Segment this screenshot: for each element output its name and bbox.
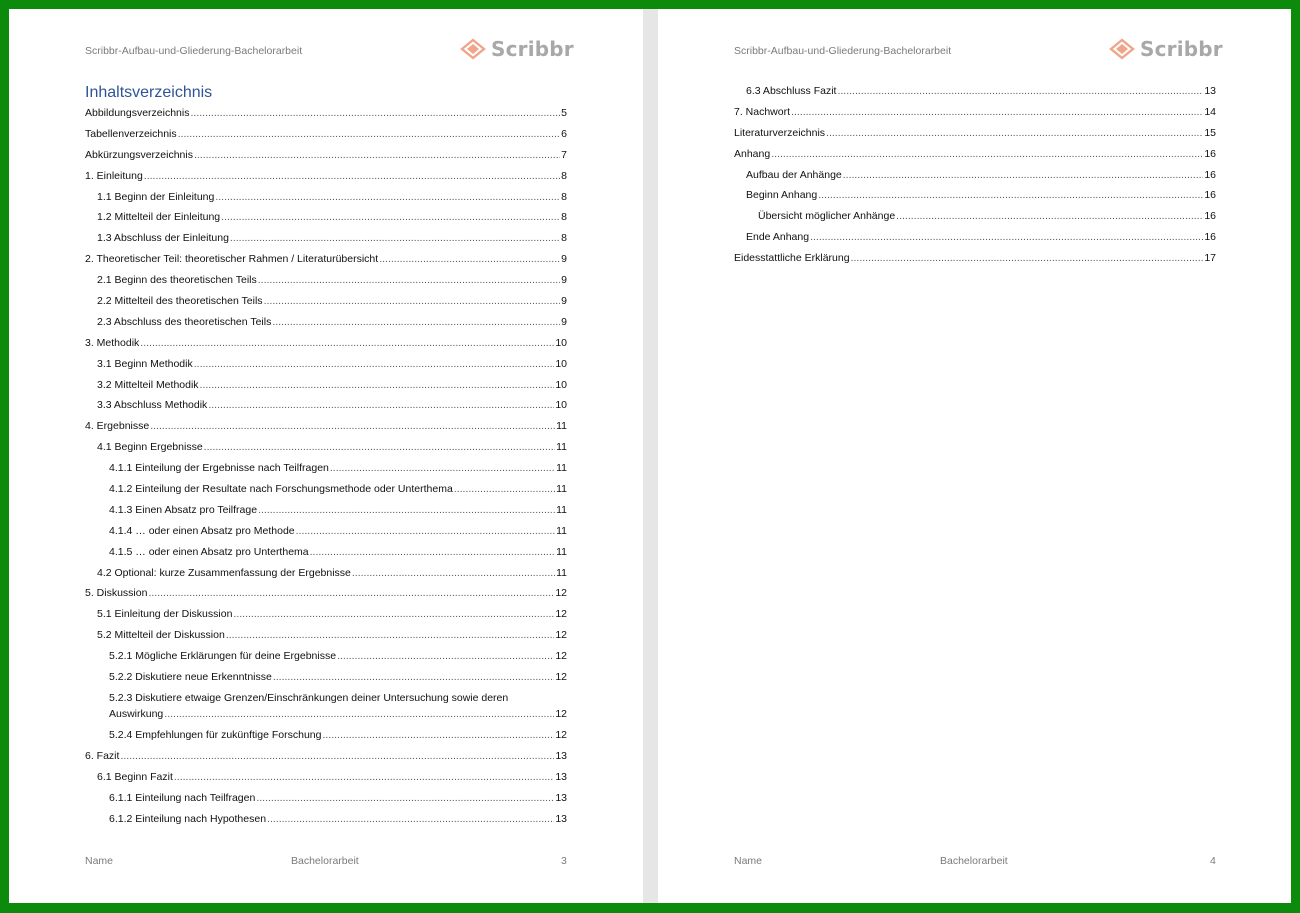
toc-entry[interactable] bbox=[85, 587, 567, 608]
toc-entry[interactable] bbox=[734, 189, 1216, 210]
toc-entry-title: 3.1 Beginn Methodik bbox=[97, 357, 193, 370]
toc-leader-dots bbox=[148, 587, 554, 600]
header-title: Scribbr-Aufbau-und-Gliederung-Bachelorarbeit bbox=[734, 45, 952, 57]
toc-entry[interactable] bbox=[85, 170, 567, 191]
footer-center: Bachelorarbeit bbox=[940, 855, 1008, 867]
toc-entry[interactable] bbox=[85, 379, 567, 400]
toc-page-number: 17 bbox=[1204, 252, 1216, 265]
toc-entry-title: 4.1.4 … oder einen Absatz pro Methode bbox=[109, 524, 295, 537]
toc-entry[interactable] bbox=[85, 671, 567, 692]
toc-leader-dots bbox=[230, 232, 560, 245]
toc-entry-title: 5.2.2 Diskutiere neue Erkenntnisse bbox=[109, 671, 272, 684]
toc-entry[interactable] bbox=[85, 792, 567, 813]
toc-entry[interactable] bbox=[85, 813, 567, 834]
toc-entry-title: 6.1.2 Einteilung nach Hypothesen bbox=[109, 812, 267, 825]
toc-leader-dots bbox=[272, 316, 560, 329]
toc-entry[interactable] bbox=[734, 148, 1216, 169]
toc-entry[interactable] bbox=[85, 650, 567, 671]
toc-page-number: 8 bbox=[561, 232, 567, 245]
toc-entry-title: 5.2.4 Empfehlungen für zukünftige Forschung bbox=[109, 728, 322, 741]
toc-leader-dots bbox=[267, 813, 554, 826]
toc-leader-dots bbox=[233, 608, 554, 621]
toc-page-number: 16 bbox=[1204, 147, 1216, 160]
toc-entry-title: 1. Einleitung bbox=[85, 169, 143, 182]
toc-entry-title: Literaturverzeichnis bbox=[734, 126, 826, 139]
toc-page-number: 14 bbox=[1204, 105, 1216, 118]
toc-entry[interactable] bbox=[85, 546, 567, 567]
footer-center: Bachelorarbeit bbox=[291, 855, 359, 867]
toc-page-number: 12 bbox=[555, 650, 567, 663]
toc-page-number: 15 bbox=[1204, 126, 1216, 139]
toc-page-number: 8 bbox=[561, 211, 567, 224]
toc-entry-title: 7. Nachwort bbox=[734, 105, 791, 118]
toc-leader-dots bbox=[322, 729, 554, 742]
toc-leader-dots bbox=[818, 189, 1203, 202]
toc-page-number: 9 bbox=[561, 315, 567, 328]
toc-entry[interactable] bbox=[85, 295, 567, 316]
toc-page-number: 13 bbox=[555, 791, 567, 804]
toc-page-number: 10 bbox=[555, 399, 567, 412]
toc-page-number: 8 bbox=[561, 190, 567, 203]
toc-entry-title: 5. Diskussion bbox=[85, 587, 148, 600]
toc-entry-title: 4.1.2 Einteilung der Resultate nach Forschungsmethode oder Unterthema bbox=[109, 483, 453, 496]
toc-entry[interactable] bbox=[85, 128, 567, 149]
toc-leader-dots bbox=[164, 708, 554, 721]
toc-page-number: 13 bbox=[555, 812, 567, 825]
toc-entry[interactable] bbox=[734, 210, 1216, 231]
toc-leader-dots bbox=[826, 127, 1203, 140]
toc-entry-title: 6.1.1 Einteilung nach Teilfragen bbox=[109, 791, 256, 804]
toc-leader-dots bbox=[226, 629, 555, 642]
toc-entry[interactable] bbox=[85, 274, 567, 295]
toc-entry[interactable] bbox=[734, 231, 1216, 252]
toc-leader-dots bbox=[258, 504, 555, 517]
toc-entry-title: 4.1.3 Einen Absatz pro Teilfrage bbox=[109, 503, 258, 516]
toc-entry-title: Auswirkung bbox=[109, 707, 164, 720]
footer-name: Name bbox=[734, 855, 763, 867]
toc-page-number: 12 bbox=[555, 707, 567, 720]
toc-entry[interactable] bbox=[85, 420, 567, 441]
toc-leader-dots bbox=[352, 567, 555, 580]
footer-page-number: 4 bbox=[1210, 855, 1216, 867]
toc-page-number: 13 bbox=[555, 770, 567, 783]
graduation-cap-icon bbox=[1108, 37, 1136, 61]
toc-entry[interactable] bbox=[734, 252, 1216, 273]
toc-entry[interactable] bbox=[734, 127, 1216, 148]
toc-entry[interactable] bbox=[734, 106, 1216, 127]
toc-page-number: 16 bbox=[1204, 231, 1216, 244]
toc-leader-dots bbox=[178, 128, 561, 141]
toc-entry-title: Aufbau der Anhänge bbox=[746, 168, 842, 181]
toc-leader-dots bbox=[810, 231, 1203, 244]
toc-page-number: 13 bbox=[555, 749, 567, 762]
toc-page-number: 11 bbox=[556, 441, 567, 454]
toc-leader-dots bbox=[791, 106, 1203, 119]
toc-entry[interactable] bbox=[85, 567, 567, 588]
footer-name: Name bbox=[85, 855, 114, 867]
toc-leader-dots bbox=[454, 483, 555, 496]
toc-entry-title: 1.2 Mittelteil der Einleitung bbox=[97, 211, 221, 224]
toc-page-number: 11 bbox=[556, 420, 567, 433]
toc-leader-dots bbox=[258, 274, 560, 287]
toc-page-number: 13 bbox=[1204, 85, 1216, 97]
toc-leader-dots bbox=[264, 295, 561, 308]
toc-page-number: 11 bbox=[556, 503, 567, 516]
toc-entry-title: 4.2 Optional: kurze Zusammenfassung der Ergebnisse bbox=[97, 566, 351, 579]
footer-page-number: 3 bbox=[561, 855, 567, 867]
toc-entry-title: Eidesstattliche Erklärung bbox=[734, 252, 850, 265]
toc-entry-title: 4.1 Beginn Ergebnisse bbox=[97, 441, 203, 454]
toc-entry[interactable] bbox=[85, 253, 567, 274]
toc-entry-title: 3.3 Abschluss Methodik bbox=[97, 399, 208, 412]
header-title: Scribbr-Aufbau-und-Gliederung-Bachelorarbeit bbox=[85, 45, 303, 57]
page-3 bbox=[9, 9, 643, 903]
toc-entry[interactable] bbox=[85, 771, 567, 792]
toc-entry[interactable] bbox=[85, 692, 567, 729]
toc-entry-title: 6.3 Abschluss Fazit bbox=[746, 85, 837, 97]
scribbr-logo bbox=[1108, 37, 1223, 61]
toc-entry-title: 4.1.5 … oder einen Absatz pro Unterthema bbox=[109, 545, 309, 558]
toc-page-number: 11 bbox=[556, 524, 567, 537]
toc-entry-title: 5.2.3 Diskutiere etwaige Grenzen/Einschränkungen deiner Untersuchung sowie deren bbox=[109, 691, 509, 704]
toc-entry[interactable] bbox=[85, 232, 567, 253]
toc-entry[interactable] bbox=[734, 85, 1216, 106]
toc-page-number: 12 bbox=[555, 629, 567, 642]
toc-entry-title: 1.3 Abschluss der Einleitung bbox=[97, 232, 229, 245]
toc-entry-title: 1.1 Beginn der Einleitung bbox=[97, 190, 215, 203]
toc-leader-dots bbox=[190, 107, 560, 120]
toc-page-number: 12 bbox=[555, 728, 567, 741]
toc-leader-dots bbox=[296, 525, 555, 538]
toc-entry[interactable] bbox=[85, 525, 567, 546]
toc-leader-dots bbox=[273, 671, 554, 684]
toc-page-number: 9 bbox=[561, 295, 567, 308]
toc-leader-dots bbox=[200, 379, 555, 392]
scribbr-logo bbox=[459, 37, 574, 61]
toc-leader-dots bbox=[194, 358, 555, 371]
toc-entry-title: 2.1 Beginn des theoretischen Teils bbox=[97, 274, 257, 287]
toc-page-number: 12 bbox=[555, 671, 567, 684]
toc-page-number: 11 bbox=[556, 483, 567, 496]
toc-entry-title: 3. Methodik bbox=[85, 336, 140, 349]
page-4 bbox=[658, 9, 1291, 903]
toc-entry-title: Anhang bbox=[734, 147, 771, 160]
toc-page-number: 12 bbox=[555, 587, 567, 600]
toc-leader-dots bbox=[256, 792, 554, 805]
logo-text: Scribbr bbox=[491, 37, 574, 61]
toc-entry-title: Übersicht möglicher Anhänge bbox=[758, 210, 896, 223]
toc-leader-dots bbox=[337, 650, 554, 663]
toc-page-number: 12 bbox=[555, 608, 567, 621]
toc-leader-dots bbox=[140, 337, 554, 350]
toc-leader-dots bbox=[174, 771, 554, 784]
toc-leader-dots bbox=[120, 750, 554, 763]
toc-page-number: 8 bbox=[561, 169, 567, 182]
toc-page-number: 9 bbox=[561, 274, 567, 287]
toc-leader-dots bbox=[208, 399, 554, 412]
toc-entry-title: 5.2 Mittelteil der Diskussion bbox=[97, 629, 225, 642]
toc-entry[interactable] bbox=[85, 729, 567, 750]
toc-leader-dots bbox=[194, 149, 560, 162]
toc-entry-title: Tabellenverzeichnis bbox=[85, 127, 177, 140]
toc-page-number: 10 bbox=[555, 357, 567, 370]
logo-text: Scribbr bbox=[1140, 37, 1223, 61]
toc-entry-title: 4. Ergebnisse bbox=[85, 420, 150, 433]
graduation-cap-icon bbox=[459, 37, 487, 61]
toc-entry[interactable] bbox=[85, 337, 567, 358]
toc-entry[interactable] bbox=[85, 149, 567, 170]
toc-entry[interactable] bbox=[85, 483, 567, 504]
toc-page-number: 9 bbox=[561, 253, 567, 266]
toc-page-number: 10 bbox=[555, 378, 567, 391]
toc-page-number: 16 bbox=[1204, 189, 1216, 202]
toc-entry[interactable] bbox=[85, 316, 567, 337]
toc-leader-dots bbox=[379, 253, 560, 266]
toc-leader-dots bbox=[771, 148, 1203, 161]
toc-page-number: 6 bbox=[561, 127, 567, 140]
toc-entry-title: Beginn Anhang bbox=[746, 189, 818, 202]
toc-page-number: 10 bbox=[555, 336, 567, 349]
toc-entry-title: 6. Fazit bbox=[85, 749, 120, 762]
toc-entry-title: 4.1.1 Einteilung der Ergebnisse nach Teilfragen bbox=[109, 462, 329, 475]
toc-leader-dots bbox=[837, 85, 1203, 98]
toc-entry-title: 5.2.1 Mögliche Erklärungen für deine Ergebnisse bbox=[109, 650, 337, 663]
toc-page-number: 11 bbox=[556, 462, 567, 475]
toc-entry-title: 2.3 Abschluss des theoretischen Teils bbox=[97, 315, 272, 328]
toc-entry-title: 5.1 Einleitung der Diskussion bbox=[97, 608, 233, 621]
toc-entry[interactable] bbox=[85, 107, 567, 128]
toc-leader-dots bbox=[851, 252, 1204, 265]
toc-entry[interactable] bbox=[85, 358, 567, 379]
toc-leader-dots bbox=[144, 170, 560, 183]
toc-page-number: 11 bbox=[556, 566, 567, 579]
toc-page-number: 11 bbox=[556, 545, 567, 558]
toc-entry[interactable] bbox=[85, 750, 567, 771]
toc-page-number: 5 bbox=[561, 107, 567, 119]
toc-leader-dots bbox=[215, 191, 560, 204]
toc-page-number: 16 bbox=[1204, 168, 1216, 181]
toc-page-number: 7 bbox=[561, 148, 567, 161]
toc-leader-dots bbox=[896, 210, 1203, 223]
toc-leader-dots bbox=[310, 546, 555, 559]
toc-entry[interactable] bbox=[85, 504, 567, 525]
document-viewer[interactable] bbox=[9, 9, 1291, 903]
toc-entry-title: 2.2 Mittelteil des theoretischen Teils bbox=[97, 295, 263, 308]
table-of-contents bbox=[85, 107, 567, 833]
toc-entry[interactable] bbox=[734, 169, 1216, 190]
toc-page-number: 16 bbox=[1204, 210, 1216, 223]
toc-entry[interactable] bbox=[85, 441, 567, 462]
toc-entry[interactable] bbox=[85, 462, 567, 483]
table-of-contents-continued bbox=[734, 85, 1216, 273]
toc-entry[interactable] bbox=[85, 191, 567, 212]
toc-entry-title: Ende Anhang bbox=[746, 231, 810, 244]
toc-leader-dots bbox=[221, 211, 560, 224]
toc-entry-title: Abkürzungsverzeichnis bbox=[85, 148, 193, 161]
toc-heading: Inhaltsverzeichnis bbox=[85, 84, 213, 101]
toc-entry[interactable] bbox=[85, 211, 567, 232]
toc-entry[interactable] bbox=[85, 629, 567, 650]
toc-entry-title: 2. Theoretischer Teil: theoretischer Rahmen / Literaturübersicht bbox=[85, 253, 379, 266]
toc-leader-dots bbox=[330, 462, 555, 475]
toc-entry-title: Abbildungsverzeichnis bbox=[85, 107, 190, 119]
toc-leader-dots bbox=[204, 441, 555, 454]
toc-leader-dots bbox=[843, 169, 1204, 182]
toc-entry[interactable] bbox=[85, 399, 567, 420]
toc-entry-title: 6.1 Beginn Fazit bbox=[97, 770, 173, 783]
toc-leader-dots bbox=[150, 420, 555, 433]
toc-entry-title: 3.2 Mittelteil Methodik bbox=[97, 378, 199, 391]
toc-entry[interactable] bbox=[85, 608, 567, 629]
